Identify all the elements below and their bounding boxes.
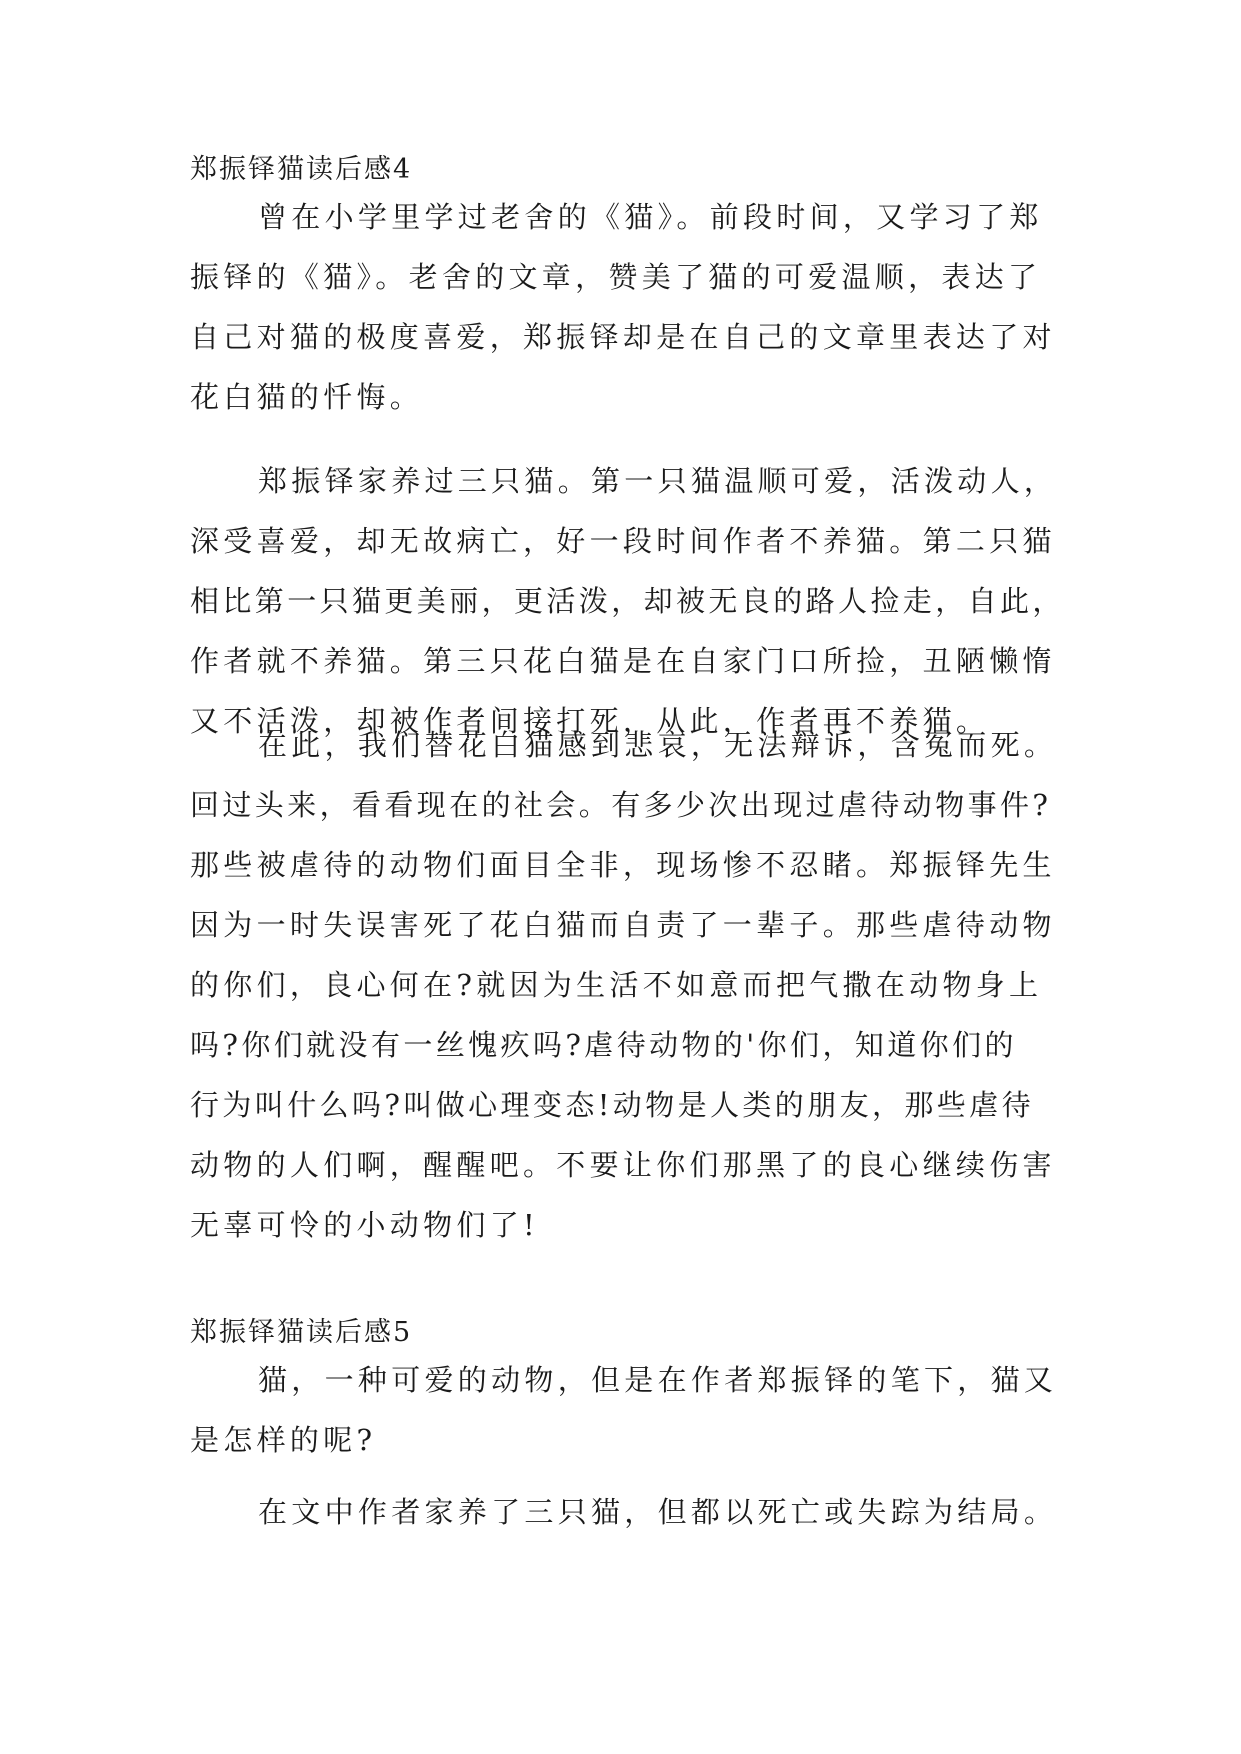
section-heading: 郑振铎猫读后感4 (190, 154, 413, 185)
text-line: 深受喜爱，却无故病亡，好一段时间作者不养猫。第二只猫 (190, 524, 1056, 558)
paragraph (190, 715, 1058, 1255)
text-line: 那些被虐待的动物们面目全非，现场惨不忍睹。郑振铎先生 (190, 848, 1056, 882)
text-line: 的你们，良心何在?就因为生活不如意而把气撒在动物身上 (190, 968, 1043, 1002)
section-heading: 郑振铎猫读后感5 (190, 1317, 413, 1348)
text-line: 郑振铎家养过三只猫。第一只猫温顺可爱，活泼动人， (258, 464, 1058, 498)
text-line: 在文中作者家养了三只猫，但都以死亡或失踪为结局。 (258, 1495, 1058, 1529)
text-line: 振铎的《猫》。老舍的文章，赞美了猫的可爱温顺，表达了 (190, 260, 1042, 294)
paragraph (190, 1350, 1058, 1470)
text-line: 曾在小学里学过老舍的《猫》。前段时间，又学习了郑 (258, 200, 1043, 234)
text-line: 自己对猫的极度喜爱，郑振铎却是在自己的文章里表达了对 (190, 320, 1056, 354)
text-line: 行为叫什么吗?叫做心理变态!动物是人类的朋友，那些虐待 (190, 1088, 1035, 1122)
text-line: 作者就不养猫。第三只花白猫是在自家门口所捡，丑陋懒惰 (190, 644, 1056, 678)
text-line: 在此，我们替花白猫感到悲哀，无法辩诉，含冤而死。 (258, 728, 1058, 762)
text-line: 又不活泼，却被作者间接打死，从此，作者再不养猫。 (190, 704, 990, 738)
text-line: 动物的人们啊，醒醒吧。不要让你们那黑了的良心继续伤害 (190, 1148, 1056, 1182)
text-line: 猫，一种可爱的动物，但是在作者郑振铎的笔下，猫又 (258, 1363, 1058, 1397)
paragraph (190, 187, 1056, 427)
text-line: 回过头来，看看现在的社会。有多少次出现过虐待动物事件? (190, 788, 1052, 822)
text-line: 吗?你们就没有一丝愧疚吗?虐待动物的'你们，知道你们的 (190, 1028, 1017, 1062)
paragraph (190, 451, 1065, 751)
text-line: 因为一时失误害死了花白猫而自责了一辈子。那些虐待动物 (190, 908, 1056, 942)
paragraph (190, 1482, 1058, 1542)
text-line: 无辜可怜的小动物们了! (190, 1208, 539, 1242)
text-line: 花白猫的忏悔。 (190, 380, 424, 414)
text-line: 是怎样的呢? (190, 1423, 377, 1457)
text-line: 相比第一只猫更美丽，更活泼，却被无良的路人捡走，自此， (190, 584, 1065, 618)
